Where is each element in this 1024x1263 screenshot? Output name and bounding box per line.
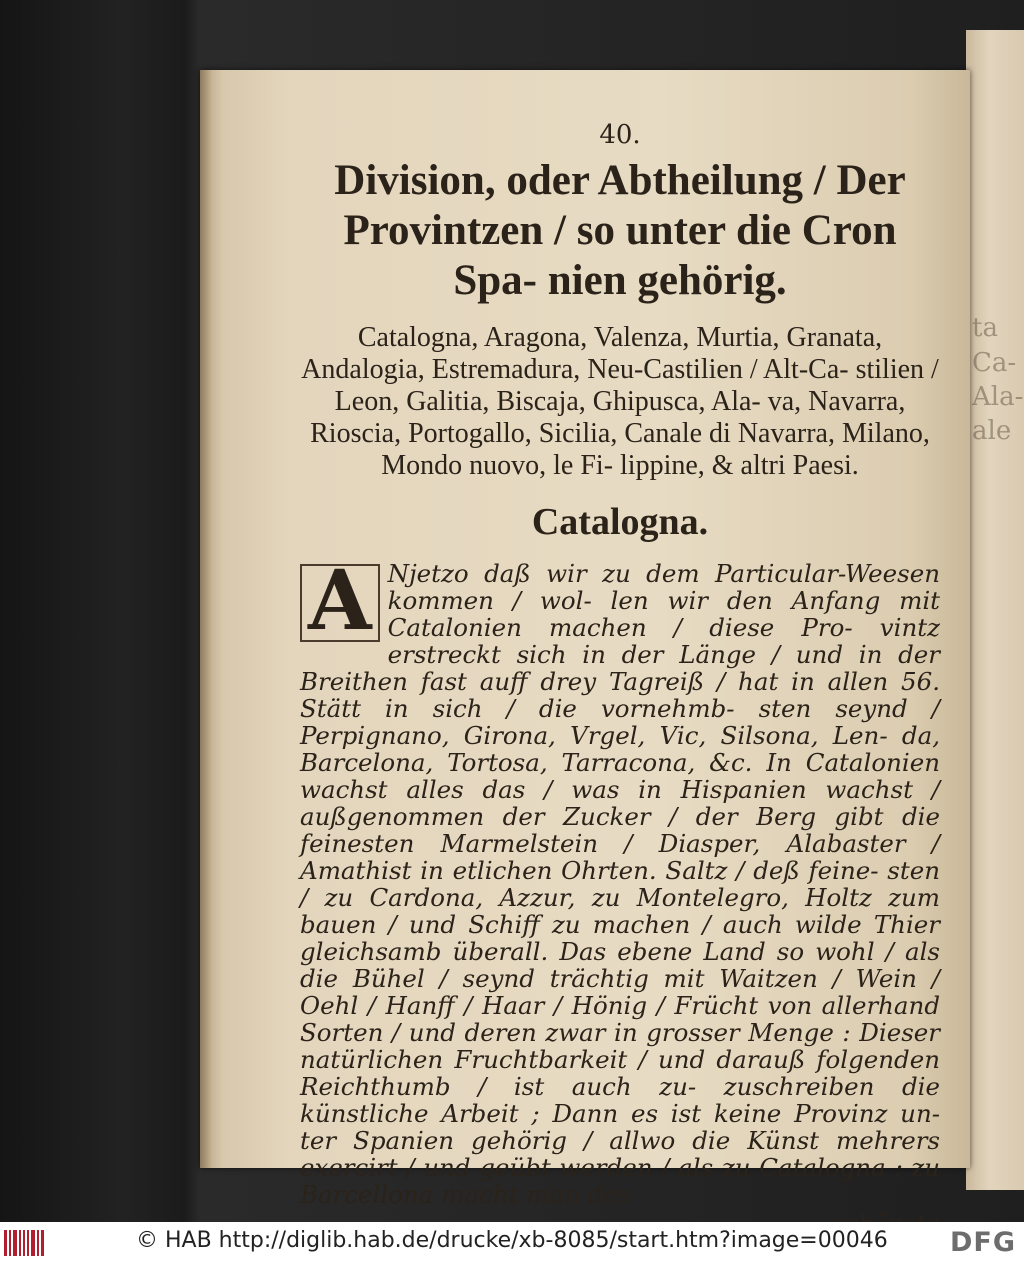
adjacent-page	[966, 30, 1024, 1190]
citation-link[interactable]: © HAB http://diglib.hab.de/drucke/xb-8085/start.htm?image=00046	[136, 1228, 888, 1253]
page-edge	[200, 70, 212, 1168]
adjacent-page-fragment: ta	[972, 313, 998, 343]
body-text: Njetzo daß wir zu dem Particular-Weesen kommen / wol- len wir den Anfang mit Catalonien machen / diese Pro- vintz erstreckt sich in der Länge / und in der Breithen fast auff drey Tagreiß / hat in allen 56. Stätt in sich / die vornehmb- sten seynd / Perpignano, Girona, Vrgel, Vic, Silsona, Len- da, Barcelona, Tortosa, Tarracona, &c. In Catalonien wachst alles das / was in Hispanien wachst / außgenommen der Zucker / der Berg gibt die feinesten Marmelstein / Diasper, Alabaster / Amathist in etlichen Ohrten. Saltz / deß feine- sten / zu Cardona, Azzur, zu Montelegro, Holtz zum bauen / und Schiff zu machen / auch wilde Thier gleichsamb überall. Das ebene Land so wohl / als die Bühel / seynd trächtig mit Waitzen / Wein / Oehl / Hanff / Haar / Hönig / Frücht von allerhand Sorten / und deren zwar in grosser Menge : Dieser natürlichen Fruchtbarkeit / und darauß folgenden Reichthumb / ist auch zu- zuschreiben die künstliche Arbeit ; Dann es ist keine Provinz un- ter Spanien gehörig / allwo die Künst mehrers exercirt / und geübt werden / als zu Catalogna ; zu Barcellona macht man das	[300, 559, 940, 1209]
body-paragraph	[300, 553, 940, 1209]
adjacent-page-fragment: Ca-	[972, 348, 1017, 378]
section-heading: Catalogna.	[531, 501, 709, 543]
adjacent-page-fragment: Ala-	[972, 382, 1024, 412]
decorated-initial: A	[300, 564, 380, 642]
dfg-logo: DFG	[949, 1227, 1016, 1258]
page-number: 40.	[599, 120, 641, 150]
adjacent-page-fragment: ale	[972, 416, 1012, 446]
barcode-icon	[4, 1230, 44, 1256]
page-title: Division, oder Abtheilung / Der Provintzen / so unter die Cron Spa- nien gehörig.	[334, 157, 906, 304]
province-list: Catalogna, Aragona, Valenza, Murtia, Granata, Andalogia, Estremadura, Neu-Castilien / Alt-Ca- stilien / Leon, Galitia, Biscaja, Ghipusca, Ala- va, Navarra, Rioscia, Portogallo, Sicilia, Canale di Navarra, Milano, Mondo nuovo, le Fi- lippine, & altri Paesi.	[301, 322, 939, 481]
footer-bar	[0, 1222, 1024, 1263]
page-content	[300, 120, 940, 1238]
